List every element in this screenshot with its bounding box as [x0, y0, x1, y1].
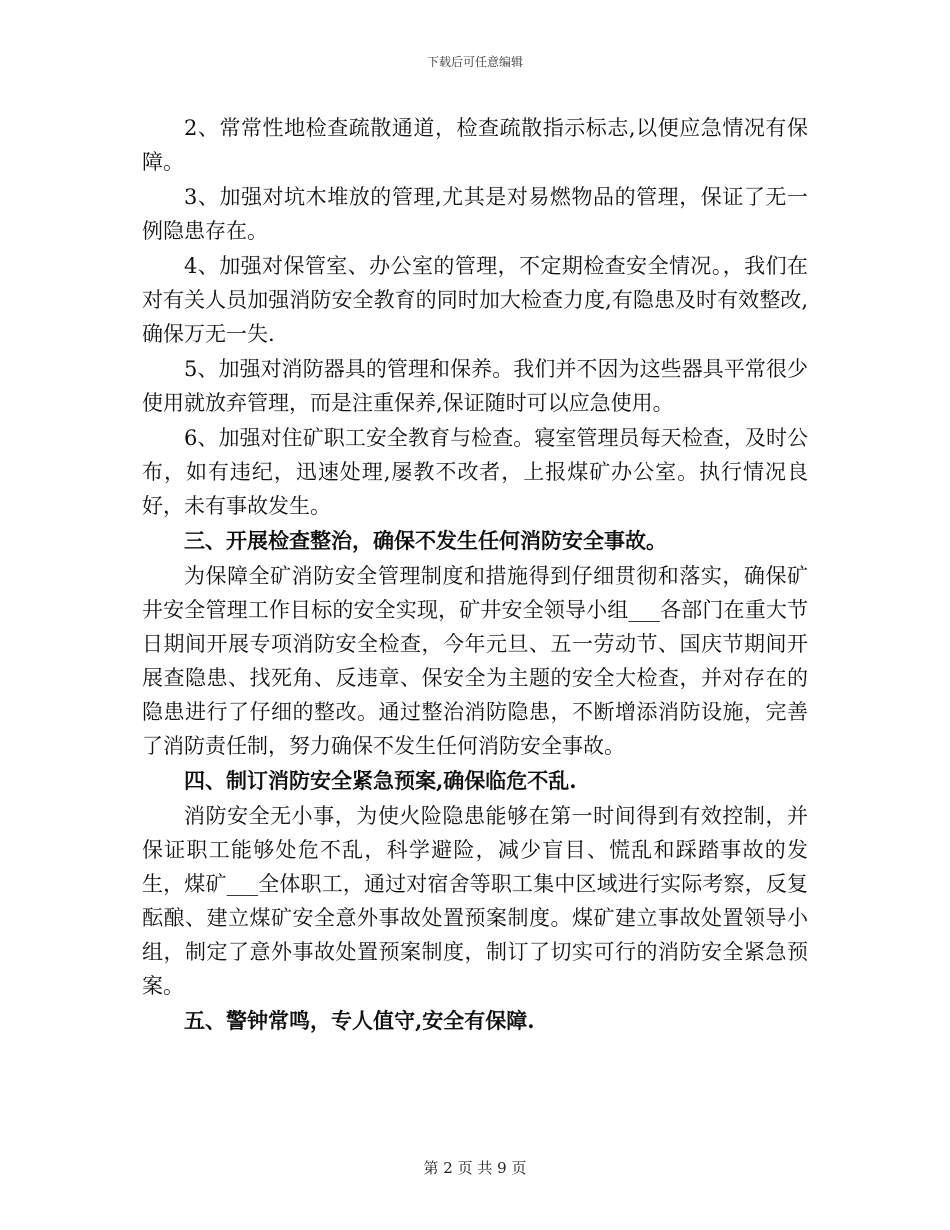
paragraph-item-3: 3、加强对坑木堆放的管理,尤其是对易燃物品的管理，保证了无一例隐患存在。: [142, 185, 808, 243]
paragraph-item-2: 2、常常性地检查疏散通道，检查疏散指示标志,以便应急情况有保障。: [142, 116, 808, 174]
section-4-paragraph: 消防安全无小事，为使火险隐患能够在第一时间得到有效控制，并保证职工能够处危不乱，科学避险，减少盲目、慌乱和踩踏事故的发生，煤矿___全体职工，通过对宿舍等职工集中区域进行实际考察，反复酝酿、建立煤矿安全意外事故处置预案制度。煤矿建立事故处置领导小组，制定了意外事故处置预案制度，制订了切实可行的消防安全紧急预案。: [142, 804, 808, 998]
section-heading-5: 五、警钟常鸣，专人值守,安全有保障.: [184, 1008, 535, 1033]
paragraph-item-5: 5、加强对消防器具的管理和保养。我们并不因为这些器具平常很少使用就放弃管理，而是注重保养,保证随时可以应急使用。: [142, 357, 808, 415]
section-3-paragraph: 为保障全矿消防安全管理制度和措施得到仔细贯彻和落实，确保矿井安全管理工作目标的安全实现，矿井安全领导小组___各部门在重大节日期间开展专项消防安全检查，今年元旦、五一劳动节、国庆节期间开展查隐患、找死角、反违章、保安全为主题的安全大检查，并对存在的隐患进行了仔细的整改。通过整治消防隐患，不断增添消防设施，完善了消防责任制，努力确保不发生任何消防安全事故。: [142, 564, 808, 758]
section-heading-3: 三、开展检查整治，确保不发生任何消防安全事故。: [184, 528, 667, 553]
paragraph-item-4: 4、加强对保管室、办公室的管理，不定期检查安全情况。，我们在对有关人员加强消防安全教育的同时加大检查力度,有隐患及时有效整改,确保万无一失.: [142, 254, 808, 346]
document-body: [142, 111, 808, 1039]
section-heading-4: 四、制订消防安全紧急预案,确保临危不乱.: [184, 768, 577, 793]
page-footer: 第 2 页 共 9 页: [423, 1159, 527, 1177]
paragraph-item-6: 6、加强对住矿职工安全教育与检查。寝室管理员每天检查，及时公布，如有违纪，迅速处理,屡教不改者，上报煤矿办公室。执行情况良好，未有事故发生。: [142, 426, 808, 518]
page-header: 下载后可任意编辑: [426, 55, 523, 69]
